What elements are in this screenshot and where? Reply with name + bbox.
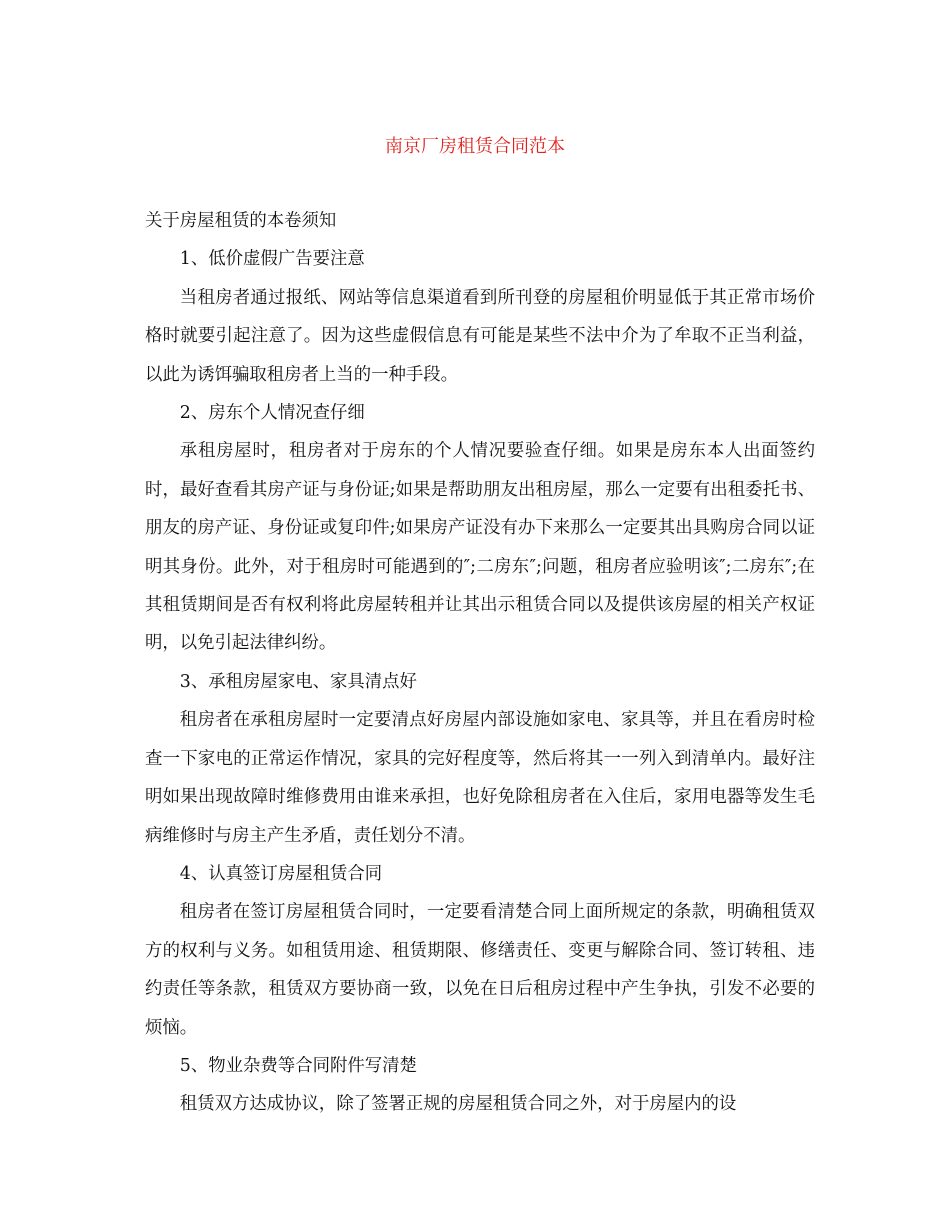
section-heading-1: 1、低价虚假广告要注意 — [179, 249, 365, 270]
intro-heading: 关于房屋租赁的本卷须知 — [145, 211, 337, 231]
section-heading-4: 4、认真签订房屋租赁合同 — [179, 863, 383, 884]
section-body-3: 租房者在承租房屋时一定要清点好房屋内部设施如家电、家具等，并且在看房时检查一下家电的正常运作情况，家具的完好程度等，然后将其一一列入到清单内。最好注明如果出现故障时维修费用由谁来承担，也好免除租房者在入住后，家用电器等发生毛病维修时与房主产生矛盾，责任划分不清。 — [145, 710, 815, 846]
section-body-1: 当租房者通过报纸、网站等信息渠道看到所刊登的房屋租价明显低于其正常市场价格时就要引起注意了。因为这些虚假信息有可能是某些不法中介为了牟取不正当利益，以此为诱饵骗取租房者上当的一种手段。 — [145, 287, 815, 385]
section-heading-5: 5、物业杂费等合同附件写清楚 — [179, 1055, 417, 1076]
document-body — [145, 202, 815, 1124]
section-body-5: 租赁双方达成协议，除了签署正规的房屋租赁合同之外，对于房屋内的设 — [179, 1094, 737, 1115]
section-heading-3: 3、承租房屋家电、家具清点好 — [179, 671, 417, 692]
section-body-4: 租房者在签订房屋租赁合同时，一定要看清楚合同上面所规定的条款，明确租赁双方的权利与义务。如租赁用途、租赁期限、修缮责任、变更与解除合同、签订转租、违约责任等条款，租赁双方要协商一致，以免在日后租房过程中产生争执，引发不必要的烦恼。 — [145, 902, 815, 1038]
section-heading-2: 2、房东个人情况查仔细 — [179, 403, 365, 424]
document-title: 南京厂房租赁合同范本 — [385, 136, 565, 157]
section-body-2: 承租房屋时，租房者对于房东的个人情况要验查仔细。如果是房东本人出面签约时，最好查看其房产证与身份证;如果是帮助朋友出租房屋，那么一定要有出租委托书、朋友的房产证、身份证或复印件;如果房产证没有办下来那么一定要其出具购房合同以证明其身份。此外，对于租房时可能遇到的″;二房东″;问题，租房者应验明该″;二房东″;在其租赁期间是否有权利将此房屋转租并让其出示租赁合同以及提供该房屋的相关产权证明，以免引起法律纠纷。 — [145, 441, 815, 654]
